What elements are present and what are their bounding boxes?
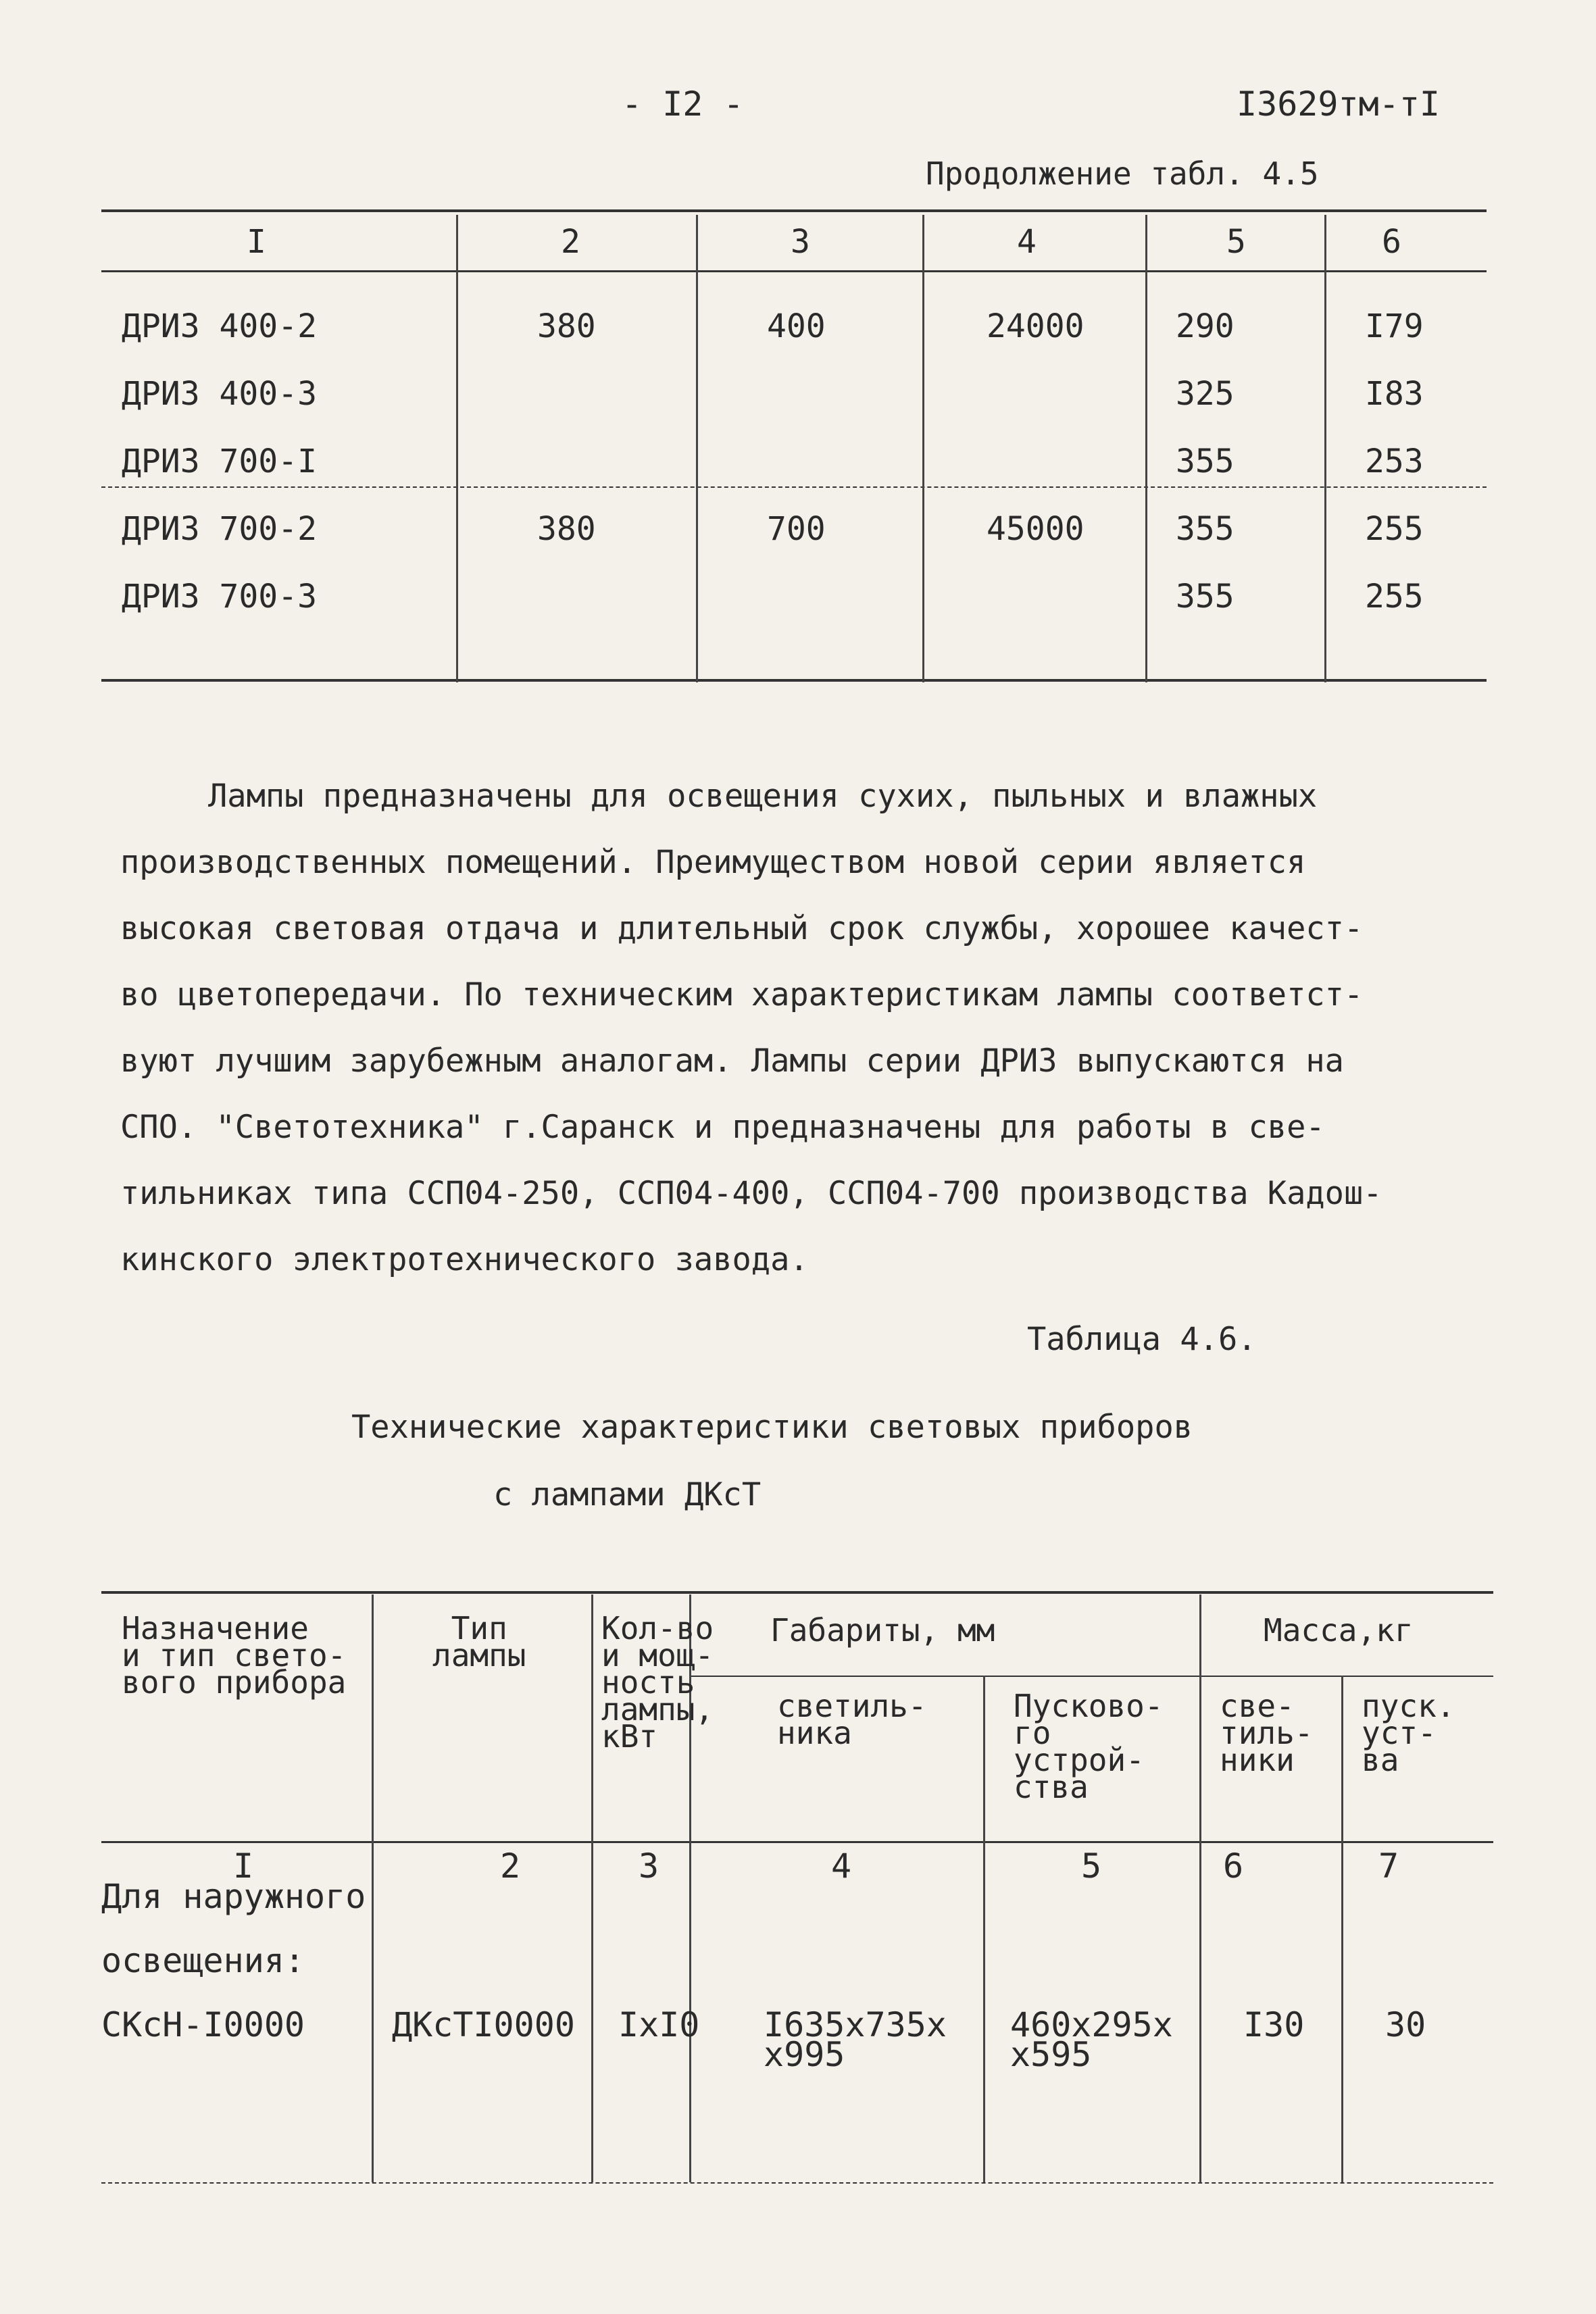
column-header: Тип лампы xyxy=(432,1610,526,1674)
column-header: све- тиль- ники xyxy=(1220,1688,1314,1778)
lamp-type: ДКсТI0000 xyxy=(392,2005,575,2044)
paragraph-line: производственных помещений. Преимуществом новой серии является xyxy=(120,844,1306,881)
table-top-rule xyxy=(101,1591,1493,1594)
column-header: светиль- ника xyxy=(777,1688,927,1751)
lamp-type: ДРИЗ 700-2 xyxy=(122,510,317,548)
starter-mass: 30 xyxy=(1385,2005,1426,2044)
paragraph-line: во цветопередачи. По техническим характеристикам лампы соответст- xyxy=(120,976,1364,1013)
table-cell: 400 xyxy=(767,307,826,345)
paragraph-line: кинского электротехнического завода. xyxy=(120,1241,809,1278)
lamp-type: ДРИЗ 700-3 xyxy=(122,578,317,615)
table-label: Таблица 4.6. xyxy=(1027,1321,1257,1358)
table-cell: I83 xyxy=(1365,375,1424,413)
column-header: 3 xyxy=(791,223,810,261)
column-header: Пусково- го устрой- ства xyxy=(1014,1688,1164,1805)
fixture-type: СКсН-I0000 xyxy=(101,2005,305,2044)
table-subheader-rule xyxy=(689,1676,1493,1677)
column-divider xyxy=(1199,1594,1201,2182)
paragraph-line: Лампы предназначены для освещения сухих, пыльных и влажных xyxy=(208,778,1318,815)
column-divider xyxy=(1145,215,1147,682)
column-header: 6 xyxy=(1382,223,1401,261)
table-cell: 253 xyxy=(1365,443,1424,480)
row-group-label: освещения: xyxy=(101,1941,305,1980)
table-cell: I79 xyxy=(1365,307,1424,345)
column-number: 3 xyxy=(639,1846,659,1886)
column-number: 4 xyxy=(831,1846,852,1886)
row-group-label: Для наружного xyxy=(101,1877,366,1916)
table-cell: 255 xyxy=(1365,578,1424,615)
fixture-mass: I30 xyxy=(1243,2005,1305,2044)
table-header-rule xyxy=(101,1841,1493,1843)
page-number: - I2 - xyxy=(622,84,744,124)
table-cell: 325 xyxy=(1176,375,1235,413)
table-cell: 380 xyxy=(537,510,596,548)
column-divider xyxy=(1341,1676,1343,2182)
column-group-header: Масса,кг xyxy=(1264,1612,1414,1649)
column-header: Назначение и тип свето- вого прибора xyxy=(122,1610,347,1701)
fixture-dimensions: I635x735x x995 xyxy=(764,2005,947,2074)
paragraph-line: вуют лучшим зарубежным аналогам. Лампы серии ДРИЗ выпускаются на xyxy=(120,1042,1344,1080)
column-header: Кол-во и мощ- ность лампы, кВт xyxy=(601,1610,714,1755)
table-4-6 xyxy=(101,1591,1493,2186)
table-bottom-rule xyxy=(101,2182,1493,2184)
column-number: 7 xyxy=(1378,1846,1399,1886)
starter-dimensions: 460x295x x595 xyxy=(1010,2005,1173,2074)
column-header: I xyxy=(247,223,266,261)
table-cell: 355 xyxy=(1176,443,1235,480)
column-divider xyxy=(696,215,698,682)
column-number: 5 xyxy=(1081,1846,1102,1886)
table-cell: 255 xyxy=(1365,510,1424,548)
table-continuation-caption: Продолжение табл. 4.5 xyxy=(926,155,1319,192)
column-header: 5 xyxy=(1226,223,1246,261)
table-group-rule xyxy=(101,486,1487,488)
table-header-rule xyxy=(101,270,1487,272)
column-header: 4 xyxy=(1017,223,1037,261)
lamp-type: ДРИЗ 700-I xyxy=(122,443,317,480)
column-number: 2 xyxy=(500,1846,521,1886)
paragraph-line: СПО. "Светотехника" г.Саранск и предназначены для работы в све- xyxy=(120,1109,1325,1146)
column-number: I xyxy=(233,1846,254,1886)
lamp-type: ДРИЗ 400-2 xyxy=(122,307,317,345)
table-title: Технические характеристики световых приборов xyxy=(351,1409,1193,1446)
column-divider xyxy=(1324,215,1326,682)
paragraph-line: высокая световая отдача и длительный срок службы, хорошее качест- xyxy=(120,910,1364,947)
table-cell: 24000 xyxy=(987,307,1084,345)
table-title: с лампами ДКсТ xyxy=(493,1476,762,1513)
column-divider xyxy=(591,1594,593,2182)
table-cell: 700 xyxy=(767,510,826,548)
column-divider xyxy=(983,1676,985,2182)
document-code: I3629тм-тI xyxy=(1237,84,1441,124)
lamp-type: ДРИЗ 400-3 xyxy=(122,375,317,413)
column-divider xyxy=(372,1594,374,2182)
table-cell: 355 xyxy=(1176,510,1235,548)
table-top-rule xyxy=(101,209,1487,212)
column-divider xyxy=(922,215,924,682)
table-cell: 355 xyxy=(1176,578,1235,615)
paragraph-line: тильниках типа ССП04-250, ССП04-400, ССП04-700 производства Кадош- xyxy=(120,1175,1382,1212)
lamp-power: IxI0 xyxy=(618,2005,700,2044)
body-paragraph xyxy=(120,763,1499,1293)
column-group-header: Габариты, мм xyxy=(770,1612,995,1649)
column-header: 2 xyxy=(561,223,580,261)
table-bottom-rule xyxy=(101,679,1487,682)
table-4-5-continuation xyxy=(101,209,1487,682)
table-cell: 290 xyxy=(1176,307,1235,345)
table-cell: 380 xyxy=(537,307,596,345)
table-cell: 45000 xyxy=(987,510,1084,548)
column-divider xyxy=(456,215,458,682)
column-number: 6 xyxy=(1223,1846,1244,1886)
column-header: пуск. уст- ва xyxy=(1362,1688,1455,1778)
